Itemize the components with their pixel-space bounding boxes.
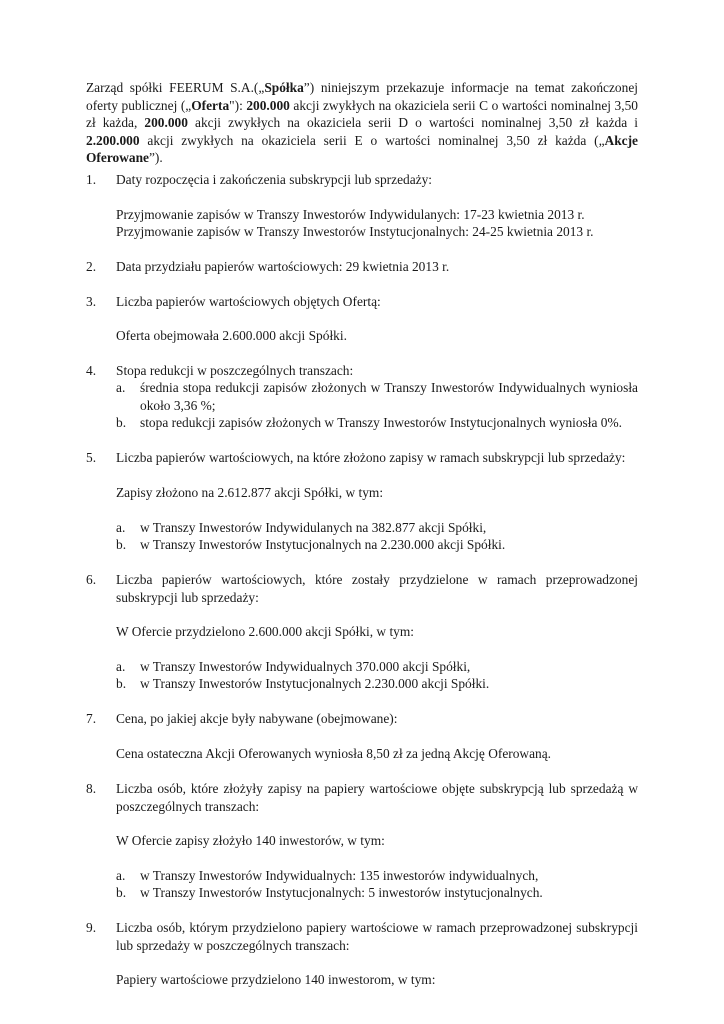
item-4-sub-a (116, 379, 638, 414)
intro-text: akcji zwykłych na okaziciela serii D o wartości nominalnej 3,50 zł każda i (187, 115, 638, 130)
item-4-sub-b (116, 414, 638, 432)
list-item-title: Daty rozpoczęcia i zakończenia subskrypcji lub sprzedaży: (116, 172, 433, 187)
list-item-7 (86, 710, 638, 728)
list-item-9 (86, 919, 638, 954)
sub-text: w Transzy Inwestorów Instytucjonalnych: 5 inwestorów instytucjonalnych. (140, 885, 543, 900)
sub-text: średnia stopa redukcji zapisów złożonych w Transzy Inwestorów Indywidualnych wyniosła około 3,36 %; (140, 380, 638, 413)
item-1-line-1: Przyjmowanie zapisów w Transzy Inwestorów Indywidulanych: 17-23 kwietnia 2013 r. (116, 207, 585, 222)
list-item-title: Data przydziału papierów wartościowych: 29 kwietnia 2013 r. (116, 259, 450, 274)
intro-bold-series-d-count: 200.000 (144, 115, 188, 130)
intro-bold-series-c-count: 200.000 (246, 97, 290, 113)
list-item-number: 9. (86, 920, 97, 935)
item-9-paragraph: Papiery wartościowe przydzielono 140 inwestorom, w tym: (116, 972, 436, 987)
intro-text: "): (229, 97, 247, 113)
item-1-line-2: Przyjmowanie zapisów w Transzy Inwestorów Instytucjonalnych: 24-25 kwietnia 2013 r. (116, 224, 594, 239)
list-item-title: Cena, po jakiej akcje były nabywane (obejmowane): (116, 711, 398, 726)
list-item-4 (86, 362, 638, 380)
sub-letter: b. (116, 885, 127, 900)
sub-letter: a. (116, 868, 126, 883)
sub-text: w Transzy Inwestorów Instytucjonalnych na 2.230.000 akcji Spółki. (140, 537, 506, 552)
intro-bold-oferta: Oferta (191, 97, 230, 113)
sub-text: w Transzy Inwestorów Indywidulanych na 382.877 akcji Spółki, (140, 520, 487, 535)
item-6-paragraph: W Ofercie przydzielono 2.600.000 akcji Spółki, w tym: (116, 624, 415, 639)
list-item-8 (86, 780, 638, 815)
item-7-paragraph: Cena ostateczna Akcji Oferowanych wyniosła 8,50 zł za jedną Akcję Oferowaną. (116, 746, 552, 761)
list-item-title: Liczba osób, które złożyły zapisy na papiery wartościowe objęte subskrypcją lub sprzedażą w poszczególnych transzach: (116, 781, 638, 814)
item-6-sub-a (116, 658, 638, 676)
sub-letter: a. (116, 659, 126, 674)
list-item-2 (86, 258, 638, 276)
item-5-paragraph: Zapisy złożono na 2.612.877 akcji Spółki, w tym: (116, 485, 384, 500)
intro-bold-series-e-count: 2.200.000 (86, 132, 140, 148)
intro-bold-spolka: Spółka (264, 80, 304, 95)
sub-text: w Transzy Inwestorów Indywidualnych: 135 inwestorów indywidualnych, (140, 868, 539, 883)
intro-paragraph (86, 79, 638, 167)
item-8-paragraph: W Ofercie zapisy złożyło 140 inwestorów, w tym: (116, 833, 385, 848)
intro-bold-akcje-oferowane: Akcje Oferowane (86, 132, 638, 165)
list-item-6 (86, 571, 638, 606)
list-item-number: 3. (86, 294, 97, 309)
list-item-number: 4. (86, 363, 97, 378)
list-item-number: 5. (86, 450, 97, 465)
list-item-1 (86, 171, 638, 189)
list-item-number: 1. (86, 172, 97, 187)
item-5-sub-b (116, 536, 638, 554)
intro-text: akcji zwykłych na okaziciela serii E o wartości nominalnej 3,50 zł każda („ (139, 132, 605, 148)
intro-text: ”) niniejszym przekazuje informacje na temat zakończonej oferty publicznej („ (86, 80, 638, 113)
list-item-title: Liczba papierów wartościowych objętych Ofertą: (116, 294, 381, 309)
list-item-title: Stopa redukcji w poszczególnych transzach: (116, 363, 354, 378)
item-5-sub-a (116, 519, 638, 537)
list-item-number: 7. (86, 711, 97, 726)
list-item-3 (86, 293, 638, 311)
sub-text: w Transzy Inwestorów Indywidualnych 370.000 akcji Spółki, (140, 659, 471, 674)
intro-text: Zarząd spółki FEERUM S.A.(„ (86, 80, 265, 95)
item-8-sub-a (116, 867, 638, 885)
sub-letter: b. (116, 676, 127, 691)
item-3-paragraph: Oferta obejmowała 2.600.000 akcji Spółki. (116, 328, 347, 343)
list-item-5 (86, 449, 638, 467)
intro-text: akcji zwykłych na okaziciela serii C o wartości nominalnej 3,50 zł każda, (86, 97, 638, 130)
intro-text: ”). (148, 150, 163, 165)
sub-text: stopa redukcji zapisów złożonych w Transzy Inwestorów Instytucjonalnych wyniosła 0%. (140, 415, 622, 430)
list-item-number: 6. (86, 572, 97, 587)
list-item-title: Liczba papierów wartościowych, które zostały przydzielone w ramach przeprowadzonej subskrypcji lub sprzedaży: (116, 572, 638, 605)
sub-letter: b. (116, 537, 127, 552)
list-item-number: 8. (86, 781, 97, 796)
sub-letter: a. (116, 520, 126, 535)
item-6-sub-b (116, 675, 638, 693)
sub-letter: a. (116, 380, 126, 395)
sub-text: w Transzy Inwestorów Instytucjonalnych 2.230.000 akcji Spółki. (140, 676, 490, 691)
list-item-number: 2. (86, 259, 97, 274)
item-8-sub-b (116, 884, 638, 902)
sub-letter: b. (116, 415, 127, 430)
list-item-title: Liczba osób, którym przydzielono papiery wartościowe w ramach przeprowadzonej subskrypcji lub sprzedaży w poszczególnych transzach: (116, 920, 638, 953)
list-item-title: Liczba papierów wartościowych, na które złożono zapisy w ramach subskrypcji lub sprzedaży: (116, 450, 626, 465)
